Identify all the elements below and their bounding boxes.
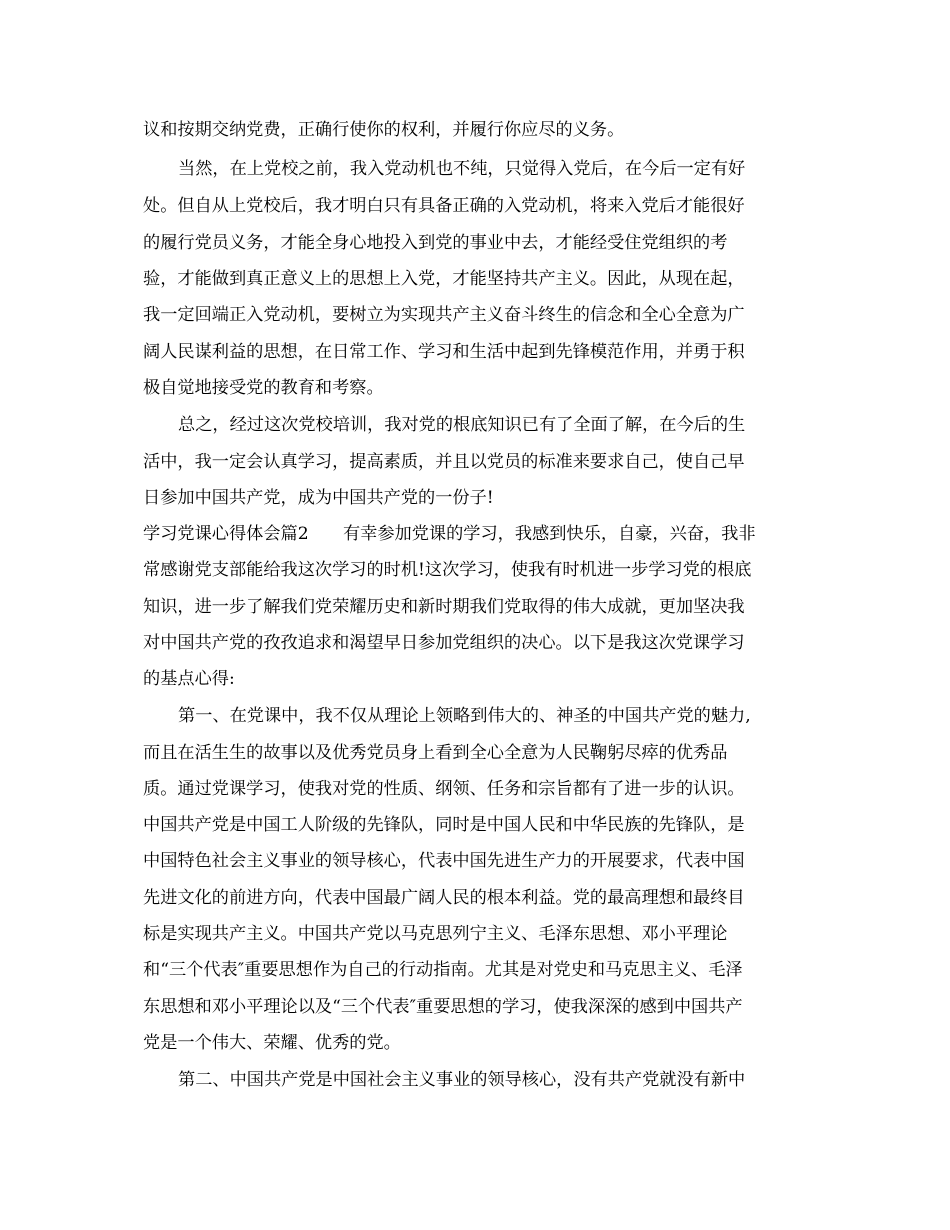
text-line: 中国共产党是中国工人阶级的先锋队，同时是中国人民和中华民族的先锋队，是 [143,815,745,835]
text-line: 中国特色社会主义事业的领导核心，代表中国先进生产力的开展要求，代表中国 [143,851,745,871]
text-line: 标是实现共产主义。中国共产党以马克思列宁主义、毛泽东思想、邓小平理论 [143,924,728,944]
text-line: 的基点心得: [143,669,235,689]
text-line: 第二、中国共产党是中国社会主义事业的领导核心，没有共产党就没有新中 [178,1070,746,1090]
text-line: 我一定回端正入党动机，要树立为实现共产主义奋斗终生的信念和全心全意为广 [143,305,745,325]
text-line: 日参加中国共产党，成为中国共产党的一份子! [143,488,494,508]
text-line: 议和按期交纳党费，正确行使你的权利，并履行你应尽的义务。 [143,120,625,140]
text-line: 先进文化的前进方向，代表中国最广阔人民的根本利益。党的最高理想和最终目 [143,888,745,908]
text-line: 知识，进一步了解我们党荣耀历史和新时期我们党取得的伟大成就，更加坚决我 [143,597,745,617]
text-line: 总之，经过这次党校培训，我对党的根底知识已有了全面了解，在今后的生 [178,415,746,435]
text-line: 党是一个伟大、荣耀、优秀的党。 [143,1033,401,1053]
text-line: 而且在活生生的故事以及优秀党员身上看到全心全意为人民鞠躬尽瘁的优秀品 [143,743,728,763]
text-line: 验，才能做到真正意义上的思想上入党，才能坚持共产主义。因此，从现在起， [143,269,745,289]
text-line: 极自觉地接受党的教育和考察。 [143,378,384,398]
text-line: 处。但自从上党校后，我才明白只有具备正确的入党动机，将来入党后才能很好 [143,196,745,216]
text-line: 阔人民谋利益的思想，在日常工作、学习和生活中起到先锋模范作用，并勇于积 [143,342,745,362]
section-heading-line: 学习党课心得体会篇2 有幸参加党课的学习，我感到快乐，自豪，兴奋，我非 [143,524,756,544]
text-line: 活中，我一定会认真学习，提高素质，并且以党员的标准来要求自己，使自己早 [143,452,745,472]
text-line: 当然，在上党校之前，我入党动机也不纯，只觉得入党后，在今后一定有好 [178,159,746,179]
text-line: 第一、在党课中，我不仅从理论上领略到伟大的、神圣的中国共产党的魅力, [178,706,751,726]
text-line: 常感谢党支部能给我这次学习的时机!这次学习，使我有时机进一步学习党的根底 [143,560,752,580]
text-line: 东思想和邓小平理论以及“三个代表″重要思想的学习，使我深深的感到中国共产 [143,997,743,1017]
text-line: 的履行党员义务，才能全身心地投入到党的事业中去，才能经受住党组织的考 [143,233,728,253]
text-line: 质。通过党课学习，使我对党的性质、纲领、任务和宗旨都有了进一步的认识。 [143,779,745,799]
text-line: 对中国共产党的孜孜追求和渴望早日参加党组织的决心。以下是我这次党课学习 [143,633,745,653]
text-line: 和“三个代表″重要思想作为自己的行动指南。尤其是对党史和马克思主义、毛泽 [143,960,743,980]
